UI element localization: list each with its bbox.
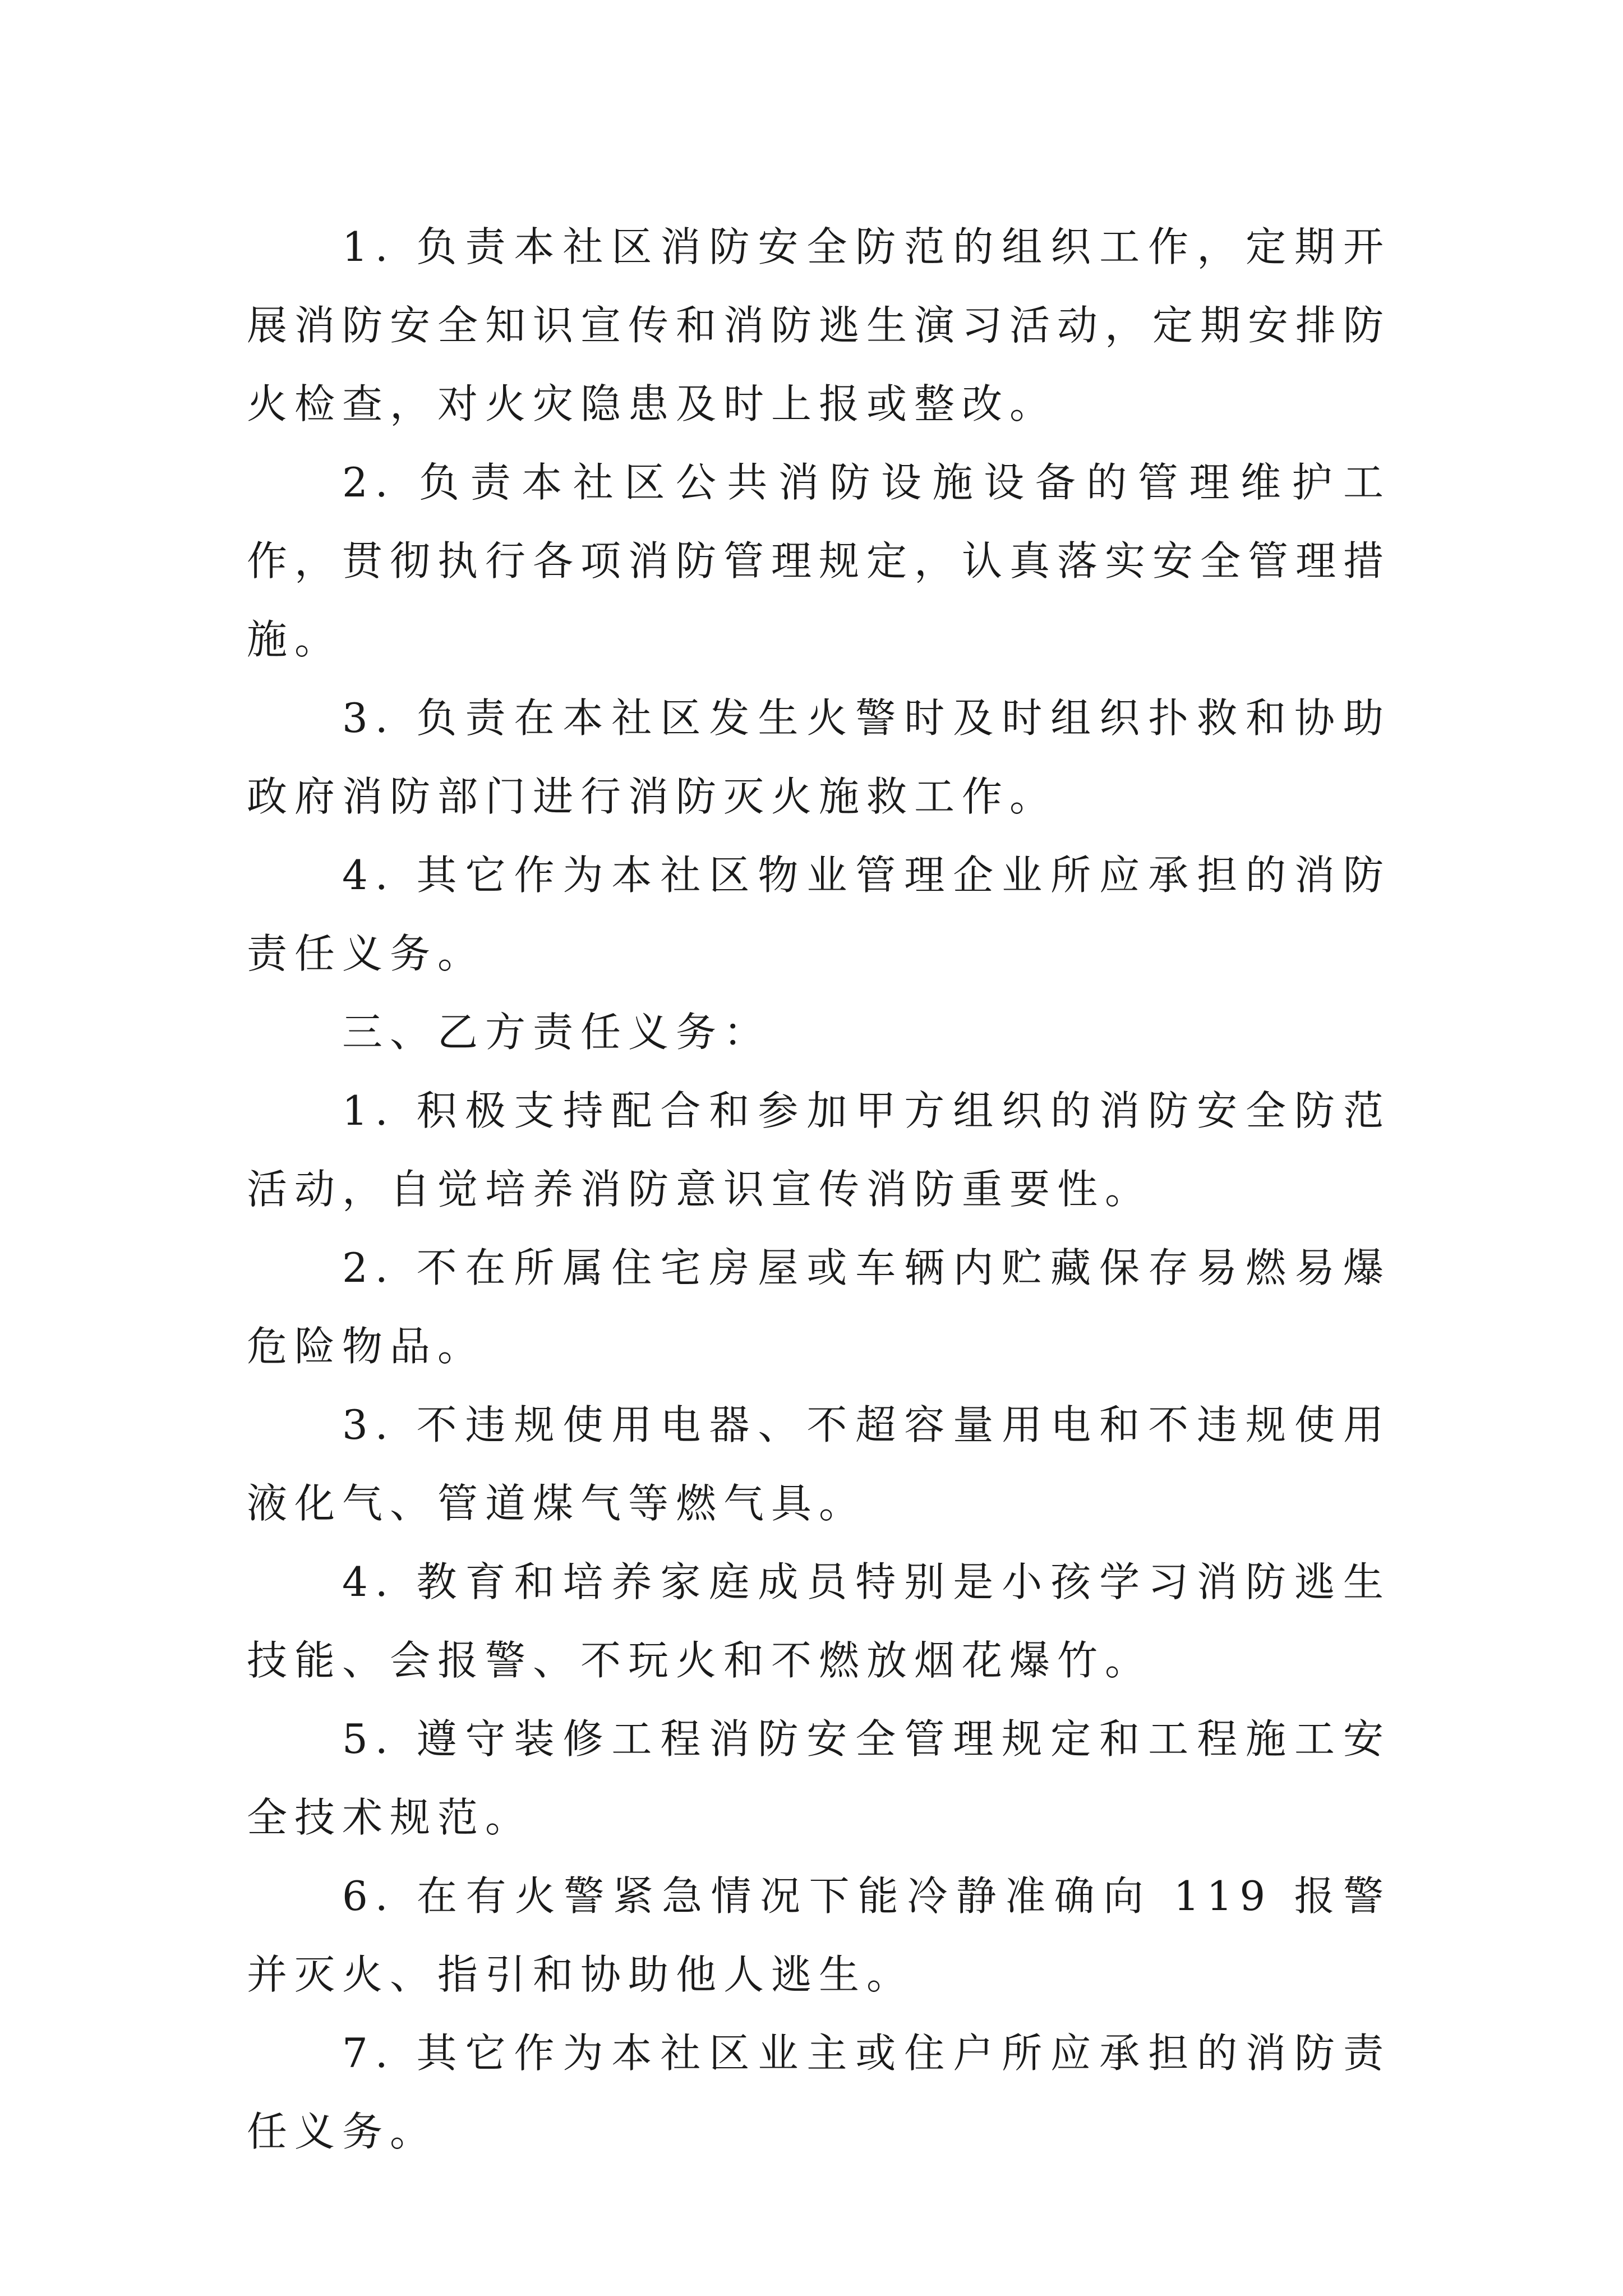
paragraph-party-a-duty-4: 4. 其它作为本社区物业管理企业所应承担的消防责任义务。	[247, 852, 1391, 977]
paragraph-party-b-duty-2: 2. 不在所属住宅房屋或车辆内贮藏保存易燃易爆危险物品。	[247, 1244, 1391, 1370]
paragraph-party-a-duty-1: 1. 负责本社区消防安全防范的组织工作，定期开展消防安全知识宣传和消防逃生演习活动，定期安排防火检查，对火灾隐患及时上报或整改。	[247, 223, 1391, 427]
document-body	[247, 208, 1391, 2171]
section-heading-party-b: 三、乙方责任义务：	[342, 1009, 772, 1056]
paragraph-party-a-duty-2: 2. 负责本社区公共消防设施设备的管理维护工作，贯彻执行各项消防管理规定，认真落实安全管理措施。	[247, 459, 1391, 663]
paragraph-party-a-duty-3: 3. 负责在本社区发生火警时及时组织扑救和协助政府消防部门进行消防灭火施救工作。	[247, 694, 1391, 820]
paragraph-party-b-duty-3: 3. 不违规使用电器、不超容量用电和不违规使用液化气、管道煤气等燃气具。	[247, 1401, 1391, 1527]
paragraph-party-b-duty-1: 1. 积极支持配合和参加甲方组织的消防安全防范活动，自觉培养消防意识宣传消防重要性。	[247, 1087, 1391, 1213]
paragraph-party-b-duty-7: 7. 其它作为本社区业主或住户所应承担的消防责任义务。	[247, 2030, 1391, 2155]
paragraph-party-b-duty-5: 5. 遵守装修工程消防安全管理规定和工程施工安全技术规范。	[247, 1715, 1391, 1841]
paragraph-party-b-duty-4: 4. 教育和培养家庭成员特别是小孩学习消防逃生技能、会报警、不玩火和不燃放烟花爆竹。	[247, 1558, 1391, 1684]
paragraph-party-b-duty-6: 6. 在有火警紧急情况下能冷静准确向 119 报警并灭火、指引和协助他人逃生。	[247, 1872, 1391, 1998]
